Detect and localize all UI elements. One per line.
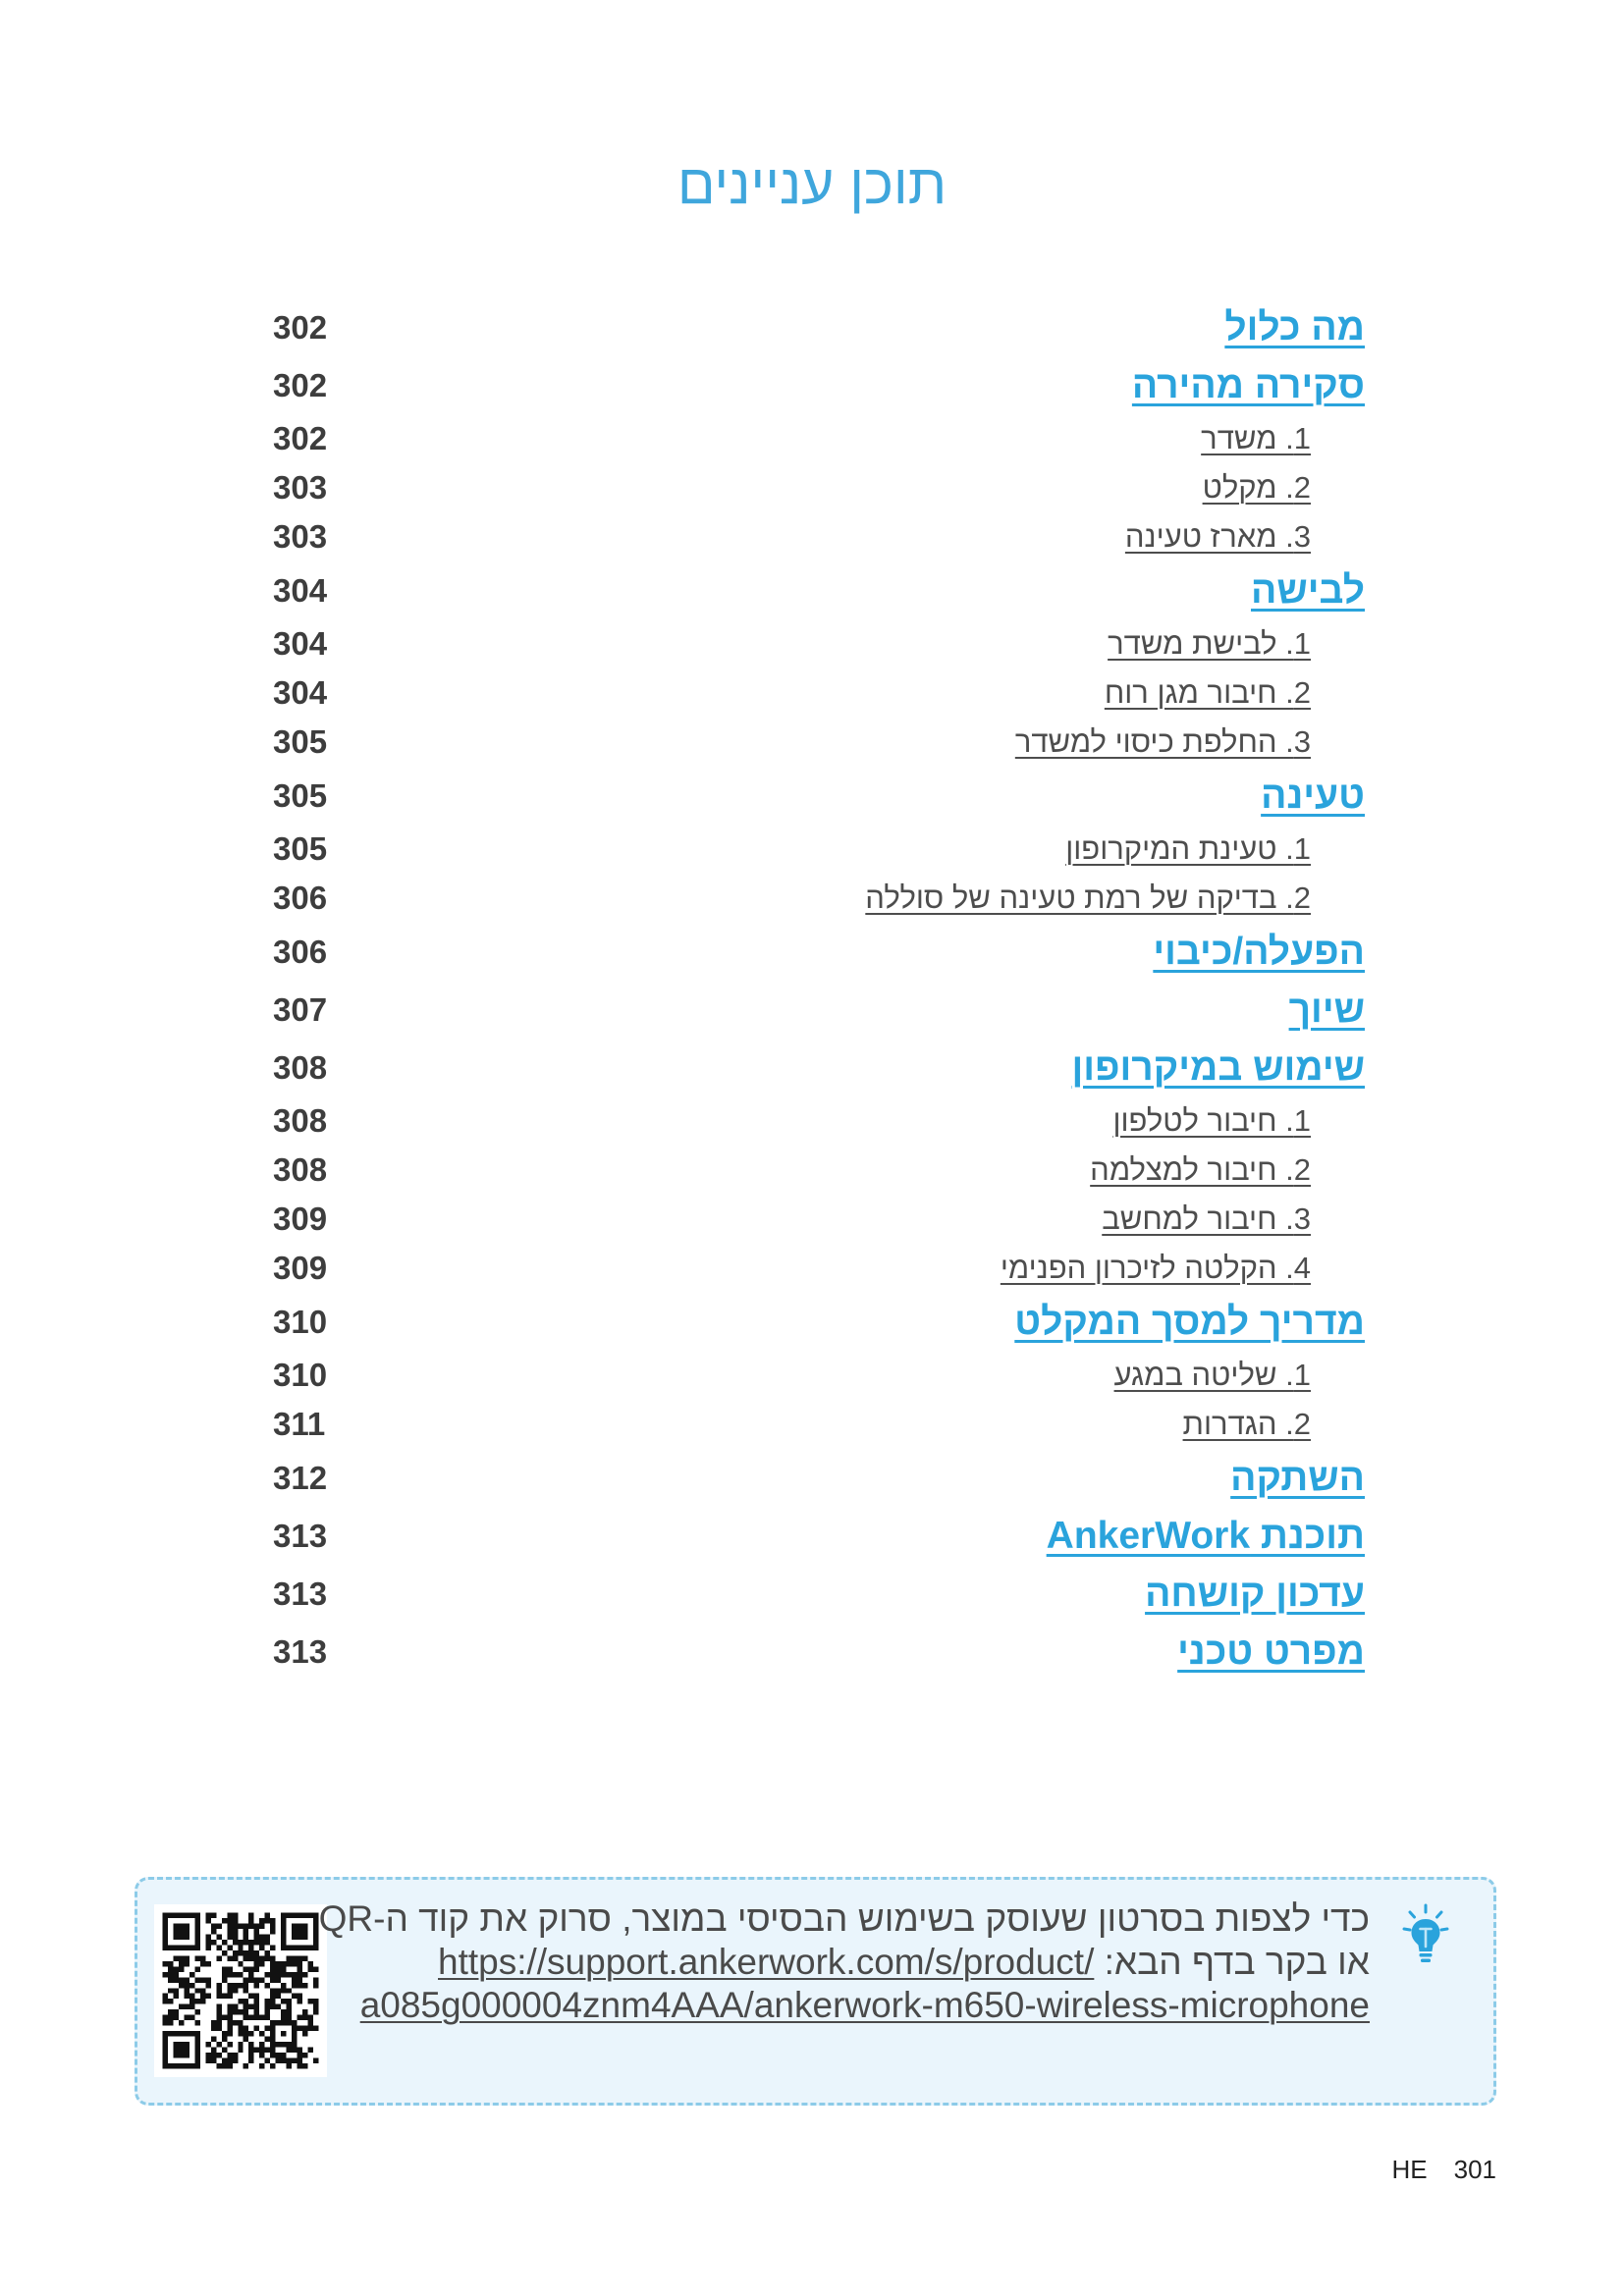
language-code: HE bbox=[1391, 2155, 1428, 2184]
toc-subsection-link[interactable]: 3. חיבור למחשב bbox=[1102, 1201, 1311, 1236]
toc-subsection-link[interactable]: 1. טעינת המיקרופון bbox=[1065, 831, 1311, 866]
toc-subsection-link[interactable]: 1. חיבור לטלפון bbox=[1112, 1103, 1311, 1138]
toc-subsection bbox=[273, 668, 1365, 718]
lightbulb-icon bbox=[1402, 1902, 1449, 1971]
toc-page-number: 304 bbox=[273, 571, 328, 609]
toc-subsection-link[interactable]: 1. לבישת משדר bbox=[1108, 626, 1311, 661]
toc-section-link[interactable]: שימוש במיקרופון bbox=[1071, 1045, 1365, 1089]
toc-page-number: 304 bbox=[273, 625, 328, 662]
toc-page-number: 313 bbox=[273, 1575, 328, 1612]
toc-subsection-link[interactable]: 2. מקלט bbox=[1202, 470, 1311, 505]
toc-section-link[interactable]: מדריך למסך המקלט bbox=[1014, 1300, 1365, 1343]
toc-page-number: 309 bbox=[273, 1250, 328, 1286]
toc-section-link[interactable]: טעינה bbox=[1261, 774, 1365, 817]
callout-line bbox=[319, 1897, 1370, 1941]
toc-subsection bbox=[273, 874, 1365, 923]
toc-section-link[interactable]: לבישה bbox=[1250, 568, 1365, 612]
qr-code[interactable] bbox=[154, 1904, 327, 2077]
toc-section bbox=[273, 356, 1365, 414]
toc-subsection-link[interactable]: 2. חיבור מגן רוח bbox=[1104, 675, 1311, 710]
callout-text bbox=[319, 1897, 1370, 2027]
toc-page-number: 303 bbox=[273, 469, 328, 506]
toc-subsection bbox=[273, 619, 1365, 668]
toc-page-number: 308 bbox=[273, 1102, 328, 1139]
table-of-contents bbox=[273, 298, 1365, 1681]
toc-subsection bbox=[273, 1195, 1365, 1244]
toc-subsection-link[interactable]: 1. משדר bbox=[1201, 421, 1311, 455]
toc-section-link[interactable]: שיוך bbox=[1288, 988, 1365, 1031]
toc-page-number: 308 bbox=[273, 1151, 328, 1188]
toc-section-link[interactable]: מפרט טכני bbox=[1177, 1629, 1365, 1673]
toc-subsection bbox=[273, 718, 1365, 767]
toc-section bbox=[273, 1565, 1365, 1623]
toc-subsection bbox=[273, 1146, 1365, 1195]
toc-page-number: 302 bbox=[273, 366, 328, 403]
toc-subsection-link[interactable]: 1. שליטה במגע bbox=[1113, 1358, 1311, 1392]
toc-page-number: 311 bbox=[273, 1406, 326, 1442]
page-title: תוכן עניינים bbox=[677, 153, 947, 216]
page-footer bbox=[1391, 2154, 1496, 2185]
toc-page-number: 305 bbox=[273, 723, 328, 760]
toc-section bbox=[273, 981, 1365, 1039]
callout-line bbox=[319, 1941, 1370, 1984]
toc-section bbox=[273, 298, 1365, 356]
support-url-link[interactable]: https://support.ankerwork.com/s/product/ bbox=[438, 1942, 1095, 1982]
toc-page-number: 305 bbox=[273, 776, 328, 814]
toc-section-link[interactable]: עדכון קושחה bbox=[1145, 1572, 1365, 1615]
toc-section-link[interactable]: השתקה bbox=[1230, 1456, 1365, 1499]
toc-page-number: 302 bbox=[273, 420, 328, 456]
toc-subsection bbox=[273, 463, 1365, 512]
toc-subsection bbox=[273, 1096, 1365, 1146]
page-number: 301 bbox=[1453, 2155, 1496, 2184]
toc-section bbox=[273, 1039, 1365, 1096]
toc-section bbox=[273, 1449, 1365, 1507]
support-url-link-continued[interactable]: a085g000004znm4AAA/ankerwork-m650-wireless-microphone bbox=[359, 1985, 1370, 2025]
toc-page-number: 305 bbox=[273, 830, 328, 867]
toc-section bbox=[273, 767, 1365, 825]
qr-code-graphic bbox=[160, 1910, 321, 2071]
toc-subsection-link[interactable]: 4. הקלטה לזיכרון הפנימי bbox=[1000, 1251, 1311, 1285]
toc-page-number: 313 bbox=[273, 1517, 328, 1554]
toc-page-number: 310 bbox=[273, 1357, 328, 1393]
toc-subsection bbox=[273, 1351, 1365, 1400]
callout-line bbox=[319, 1984, 1370, 2027]
toc-subsection bbox=[273, 512, 1365, 561]
toc-subsection-link[interactable]: 2. בדיקה של רמת טעינה של סוללה bbox=[865, 881, 1311, 915]
toc-section bbox=[273, 1293, 1365, 1351]
toc-section bbox=[273, 1507, 1365, 1565]
toc-page-number: 304 bbox=[273, 674, 328, 711]
toc-page-number: 303 bbox=[273, 518, 328, 555]
toc-subsection-link[interactable]: 2. חיבור למצלמה bbox=[1090, 1152, 1311, 1187]
toc-page-number: 306 bbox=[273, 880, 328, 916]
toc-page-number: 313 bbox=[273, 1632, 328, 1670]
toc-subsection bbox=[273, 825, 1365, 874]
toc-section bbox=[273, 561, 1365, 619]
toc-page-number: 307 bbox=[273, 990, 328, 1028]
toc-section-link[interactable]: מה כלול bbox=[1224, 305, 1365, 348]
toc-subsection bbox=[273, 1244, 1365, 1293]
toc-section-link[interactable]: סקירה מהירה bbox=[1131, 363, 1365, 406]
toc-section-link[interactable]: תוכנת AnkerWork bbox=[1046, 1514, 1365, 1557]
toc-page-number: 310 bbox=[273, 1303, 328, 1340]
toc-subsection bbox=[273, 1400, 1365, 1449]
callout-visit-label: או בקר בדף הבא: bbox=[1104, 1942, 1370, 1982]
toc-page-number: 308 bbox=[273, 1048, 328, 1086]
toc-page-number: 309 bbox=[273, 1201, 328, 1237]
toc-subsection-link[interactable]: 2. הגדרות bbox=[1182, 1407, 1311, 1441]
video-tip-callout bbox=[135, 1877, 1496, 2106]
toc-section bbox=[273, 1623, 1365, 1681]
callout-instruction: כדי לצפות בסרטון שעוסק בשימוש הבסיסי במוצר, סרוק את קוד ה-QR bbox=[318, 1898, 1370, 1939]
toc-subsection bbox=[273, 414, 1365, 463]
toc-subsection-link[interactable]: 3. החלפת כיסוי למשדר bbox=[1014, 724, 1311, 759]
toc-section-link[interactable]: הפעלה/כיבוי bbox=[1153, 930, 1365, 973]
toc-page-number: 312 bbox=[273, 1459, 328, 1496]
toc-section bbox=[273, 923, 1365, 981]
toc-page-number: 306 bbox=[273, 933, 328, 970]
toc-subsection-link[interactable]: 3. מארז טעינה bbox=[1124, 519, 1311, 554]
toc-page-number: 302 bbox=[273, 308, 328, 346]
